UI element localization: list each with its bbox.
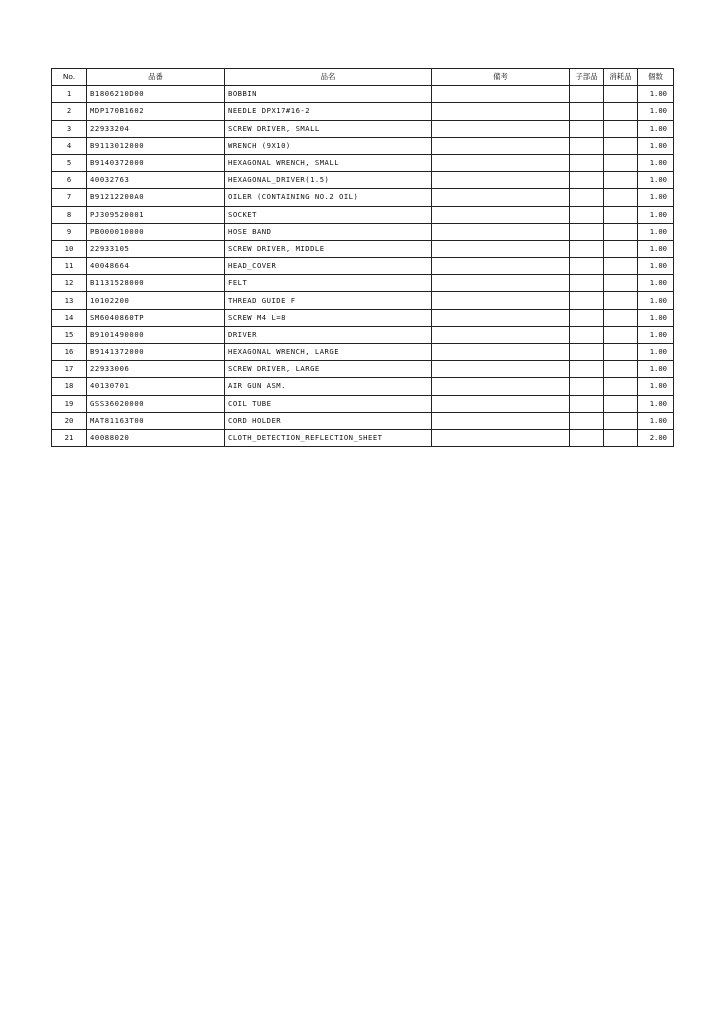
table-row bbox=[52, 378, 674, 395]
table-header bbox=[52, 69, 674, 86]
table-row bbox=[52, 223, 674, 240]
table-row bbox=[52, 429, 674, 446]
cell-no: 20 bbox=[52, 412, 87, 429]
cell-remarks bbox=[432, 206, 570, 223]
cell-no: 16 bbox=[52, 344, 87, 361]
cell-quantity: 1.00 bbox=[638, 240, 674, 257]
cell-remarks bbox=[432, 309, 570, 326]
cell-part-name: COIL TUBE bbox=[225, 395, 432, 412]
cell-no: 3 bbox=[52, 120, 87, 137]
cell-no: 18 bbox=[52, 378, 87, 395]
cell-consumable bbox=[604, 309, 638, 326]
cell-no: 4 bbox=[52, 137, 87, 154]
cell-sub-part bbox=[570, 361, 604, 378]
table-row bbox=[52, 189, 674, 206]
cell-part-number: B9141372000 bbox=[87, 344, 225, 361]
cell-no: 7 bbox=[52, 189, 87, 206]
cell-sub-part bbox=[570, 103, 604, 120]
cell-no: 6 bbox=[52, 172, 87, 189]
cell-sub-part bbox=[570, 292, 604, 309]
cell-no: 11 bbox=[52, 258, 87, 275]
cell-quantity: 1.00 bbox=[638, 120, 674, 137]
cell-quantity: 1.00 bbox=[638, 206, 674, 223]
cell-sub-part bbox=[570, 86, 604, 103]
cell-quantity: 1.00 bbox=[638, 258, 674, 275]
table-row bbox=[52, 120, 674, 137]
table-body bbox=[52, 86, 674, 447]
cell-remarks bbox=[432, 103, 570, 120]
cell-sub-part bbox=[570, 240, 604, 257]
cell-remarks bbox=[432, 223, 570, 240]
cell-sub-part bbox=[570, 395, 604, 412]
cell-quantity: 1.00 bbox=[638, 361, 674, 378]
cell-part-number: 40130701 bbox=[87, 378, 225, 395]
cell-part-number: PJ309520001 bbox=[87, 206, 225, 223]
header-row bbox=[52, 69, 674, 86]
cell-sub-part bbox=[570, 344, 604, 361]
cell-no: 19 bbox=[52, 395, 87, 412]
cell-part-name: THREAD GUIDE F bbox=[225, 292, 432, 309]
table-row bbox=[52, 103, 674, 120]
table-row bbox=[52, 86, 674, 103]
cell-quantity: 1.00 bbox=[638, 309, 674, 326]
cell-consumable bbox=[604, 344, 638, 361]
cell-part-number: 22933006 bbox=[87, 361, 225, 378]
cell-no: 14 bbox=[52, 309, 87, 326]
cell-consumable bbox=[604, 189, 638, 206]
cell-remarks bbox=[432, 172, 570, 189]
table-row bbox=[52, 412, 674, 429]
cell-quantity: 1.00 bbox=[638, 395, 674, 412]
cell-part-name: AIR GUN ASM. bbox=[225, 378, 432, 395]
cell-part-number: 22933204 bbox=[87, 120, 225, 137]
cell-consumable bbox=[604, 326, 638, 343]
cell-part-number: SM6040860TP bbox=[87, 309, 225, 326]
cell-remarks bbox=[432, 275, 570, 292]
cell-part-name: BOBBIN bbox=[225, 86, 432, 103]
cell-consumable bbox=[604, 206, 638, 223]
cell-remarks bbox=[432, 361, 570, 378]
table-row bbox=[52, 172, 674, 189]
cell-part-number: MAT81163T00 bbox=[87, 412, 225, 429]
cell-remarks bbox=[432, 292, 570, 309]
header-remarks: 備考 bbox=[432, 69, 570, 86]
cell-consumable bbox=[604, 258, 638, 275]
cell-remarks bbox=[432, 326, 570, 343]
cell-consumable bbox=[604, 103, 638, 120]
cell-quantity: 1.00 bbox=[638, 189, 674, 206]
cell-sub-part bbox=[570, 275, 604, 292]
cell-remarks bbox=[432, 429, 570, 446]
cell-quantity: 1.00 bbox=[638, 275, 674, 292]
cell-part-number: GSS36020000 bbox=[87, 395, 225, 412]
cell-part-number: B9140372000 bbox=[87, 154, 225, 171]
cell-no: 21 bbox=[52, 429, 87, 446]
parts-list-table bbox=[51, 68, 674, 447]
table-row bbox=[52, 275, 674, 292]
cell-consumable bbox=[604, 137, 638, 154]
cell-no: 2 bbox=[52, 103, 87, 120]
cell-part-name: SOCKET bbox=[225, 206, 432, 223]
cell-part-name: DRIVER bbox=[225, 326, 432, 343]
cell-part-name: SCREW DRIVER, LARGE bbox=[225, 361, 432, 378]
cell-quantity: 1.00 bbox=[638, 378, 674, 395]
table-row bbox=[52, 344, 674, 361]
cell-part-name: SCREW DRIVER, SMALL bbox=[225, 120, 432, 137]
cell-sub-part bbox=[570, 172, 604, 189]
cell-sub-part bbox=[570, 137, 604, 154]
cell-part-name: NEEDLE DPX17#16-2 bbox=[225, 103, 432, 120]
cell-sub-part bbox=[570, 309, 604, 326]
cell-remarks bbox=[432, 189, 570, 206]
cell-part-number: B9113012000 bbox=[87, 137, 225, 154]
cell-quantity: 1.00 bbox=[638, 223, 674, 240]
cell-no: 17 bbox=[52, 361, 87, 378]
cell-sub-part bbox=[570, 154, 604, 171]
cell-part-name: FELT bbox=[225, 275, 432, 292]
cell-part-name: OILER (CONTAINING NO.2 OIL) bbox=[225, 189, 432, 206]
cell-quantity: 1.00 bbox=[638, 344, 674, 361]
cell-part-number: 40048664 bbox=[87, 258, 225, 275]
cell-part-name: HEAD_COVER bbox=[225, 258, 432, 275]
cell-quantity: 1.00 bbox=[638, 292, 674, 309]
cell-part-name: WRENCH (9X10) bbox=[225, 137, 432, 154]
table-row bbox=[52, 206, 674, 223]
cell-remarks bbox=[432, 395, 570, 412]
table-row bbox=[52, 154, 674, 171]
cell-remarks bbox=[432, 240, 570, 257]
cell-remarks bbox=[432, 137, 570, 154]
cell-no: 13 bbox=[52, 292, 87, 309]
cell-sub-part bbox=[570, 258, 604, 275]
table-row bbox=[52, 258, 674, 275]
cell-no: 12 bbox=[52, 275, 87, 292]
cell-part-number: MDP170B1602 bbox=[87, 103, 225, 120]
cell-consumable bbox=[604, 223, 638, 240]
table-row bbox=[52, 395, 674, 412]
cell-no: 1 bbox=[52, 86, 87, 103]
cell-quantity: 1.00 bbox=[638, 172, 674, 189]
cell-part-name: CLOTH_DETECTION_REFLECTION_SHEET bbox=[225, 429, 432, 446]
cell-part-name: HEXAGONAL WRENCH, LARGE bbox=[225, 344, 432, 361]
cell-consumable bbox=[604, 292, 638, 309]
cell-no: 10 bbox=[52, 240, 87, 257]
cell-quantity: 1.00 bbox=[638, 86, 674, 103]
cell-part-number: B1806210D00 bbox=[87, 86, 225, 103]
cell-sub-part bbox=[570, 429, 604, 446]
cell-no: 15 bbox=[52, 326, 87, 343]
cell-remarks bbox=[432, 120, 570, 137]
cell-quantity: 1.00 bbox=[638, 412, 674, 429]
cell-part-name: HEXAGONAL WRENCH, SMALL bbox=[225, 154, 432, 171]
cell-sub-part bbox=[570, 120, 604, 137]
cell-part-number: 22933105 bbox=[87, 240, 225, 257]
header-consumable: 消耗品 bbox=[604, 69, 638, 86]
header-part-name: 品名 bbox=[225, 69, 432, 86]
cell-part-name: HEXAGONAL_DRIVER(1.5) bbox=[225, 172, 432, 189]
cell-consumable bbox=[604, 86, 638, 103]
table-row bbox=[52, 309, 674, 326]
cell-consumable bbox=[604, 275, 638, 292]
header-no: No. bbox=[52, 69, 87, 86]
cell-part-name: SCREW M4 L=8 bbox=[225, 309, 432, 326]
table-row bbox=[52, 137, 674, 154]
cell-no: 8 bbox=[52, 206, 87, 223]
table-row bbox=[52, 326, 674, 343]
cell-sub-part bbox=[570, 223, 604, 240]
cell-quantity: 2.00 bbox=[638, 429, 674, 446]
cell-part-name: CORD HOLDER bbox=[225, 412, 432, 429]
cell-no: 9 bbox=[52, 223, 87, 240]
cell-quantity: 1.00 bbox=[638, 326, 674, 343]
cell-remarks bbox=[432, 412, 570, 429]
cell-part-number: B91212200A0 bbox=[87, 189, 225, 206]
cell-consumable bbox=[604, 154, 638, 171]
table-row bbox=[52, 361, 674, 378]
table-row bbox=[52, 240, 674, 257]
cell-part-name: HOSE BAND bbox=[225, 223, 432, 240]
cell-part-number: B1131528000 bbox=[87, 275, 225, 292]
cell-quantity: 1.00 bbox=[638, 137, 674, 154]
cell-sub-part bbox=[570, 206, 604, 223]
cell-no: 5 bbox=[52, 154, 87, 171]
cell-consumable bbox=[604, 378, 638, 395]
header-sub-part: 子部品 bbox=[570, 69, 604, 86]
cell-consumable bbox=[604, 429, 638, 446]
cell-remarks bbox=[432, 378, 570, 395]
cell-remarks bbox=[432, 344, 570, 361]
cell-remarks bbox=[432, 258, 570, 275]
cell-remarks bbox=[432, 154, 570, 171]
cell-part-number: 40032763 bbox=[87, 172, 225, 189]
cell-consumable bbox=[604, 172, 638, 189]
cell-sub-part bbox=[570, 189, 604, 206]
table-row bbox=[52, 292, 674, 309]
cell-quantity: 1.00 bbox=[638, 154, 674, 171]
cell-part-number: 10102200 bbox=[87, 292, 225, 309]
cell-consumable bbox=[604, 412, 638, 429]
cell-part-name: SCREW DRIVER, MIDDLE bbox=[225, 240, 432, 257]
cell-quantity: 1.00 bbox=[638, 103, 674, 120]
cell-sub-part bbox=[570, 378, 604, 395]
cell-sub-part bbox=[570, 326, 604, 343]
cell-remarks bbox=[432, 86, 570, 103]
cell-consumable bbox=[604, 120, 638, 137]
cell-sub-part bbox=[570, 412, 604, 429]
cell-consumable bbox=[604, 361, 638, 378]
header-quantity: 個数 bbox=[638, 69, 674, 86]
cell-part-number: B9101490000 bbox=[87, 326, 225, 343]
header-part-number: 品番 bbox=[87, 69, 225, 86]
cell-consumable bbox=[604, 395, 638, 412]
cell-part-number: PB000010000 bbox=[87, 223, 225, 240]
cell-part-number: 40088020 bbox=[87, 429, 225, 446]
cell-consumable bbox=[604, 240, 638, 257]
